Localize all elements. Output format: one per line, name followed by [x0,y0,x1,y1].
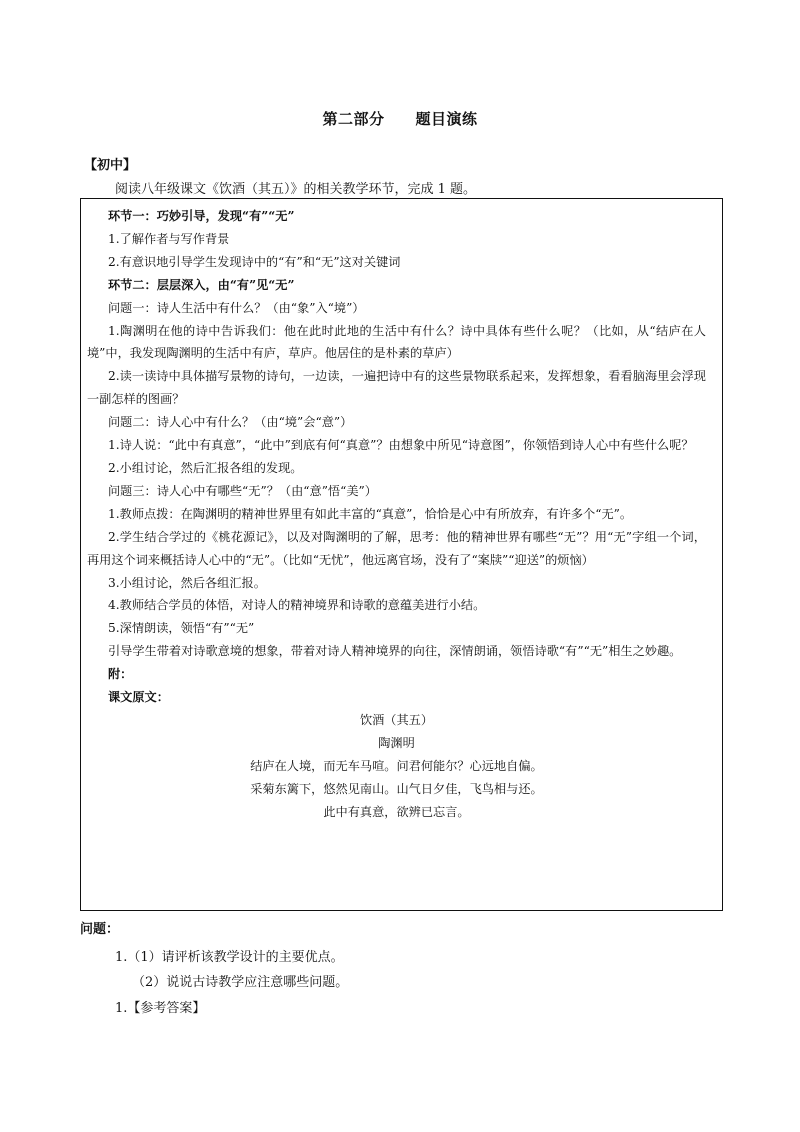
lesson-line: 1.陶渊明在他的诗中告诉我们：他在此时此地的生活中有什么？诗中具体有些什么呢？（比如，从“结庐在人境”中，我发现陶渊明的生活中有庐，草庐。他居住的是朴素的草庐） [87,323,706,361]
lesson-line: 1.教师点拨：在陶渊明的精神世界里有如此丰富的“真意”，恰恰是心中有所放弃，有许多个“无”。 [108,506,633,521]
section-label: 【初中】 [84,158,137,173]
lesson-box [80,198,723,911]
poem-title: 饮酒（其五） [359,712,434,727]
lesson-line: 问题一：诗人生活中有什么？（由“象”入“境”） [108,300,365,315]
poem-line: 此中有真意，欲辨已忘言。 [323,804,470,819]
lesson-line: 2.读一读诗中具体描写景物的诗句，一边读，一遍把诗中有的这些景物联系起来，发挥想象，看看脑海里会浮现一副怎样的图画？ [87,369,706,407]
lesson-line: 1.诗人说：“此中有真意”，“此中”到底有何“真意”？由想象中所见“诗意图”，你领悟到诗人心中有些什么呢？ [108,438,694,453]
lesson-line: 2.学生结合学过的《桃花源记》，以及对陶渊明的了解，思考：他的精神世界有哪些“无”？用“无”字组一个词，再用这个词来概括诗人心中的“无”。（比如“无忧”，他远离官场，没有了“案牍”“迎送”的烦恼） [87,529,706,567]
lesson-line: 5.深情朗读，领悟“有”“无” [108,621,255,636]
lesson-line: 2.有意识地引导学生发现诗中的“有”和“无”这对关键词 [108,254,401,269]
lesson-line: 2.小组讨论，然后汇报各组的发现。 [108,460,303,475]
lesson-line: 4.教师结合学员的体悟，对诗人的精神境界和诗歌的意蕴美进行小结。 [108,598,486,613]
answer-label: 1.【参考答案】 [115,1001,206,1016]
lesson-line: 课文原文： [108,690,169,705]
question-line: 1.（1）请评析该教学设计的主要优点。 [115,950,344,965]
lesson-line: 环节二：层层深入，由“有”见“无” [108,277,295,292]
lesson-line: 附： [108,667,133,682]
page-title: 第二部分 题目演练 [322,110,478,128]
lesson-content [81,205,722,823]
question-line: （2）说说古诗教学应注意哪些问题。 [132,975,349,990]
lesson-line: 3.小组讨论，然后各组汇报。 [108,575,266,590]
lesson-line: 问题三：诗人心中有哪些“无”？（由“意”悟“美”） [108,483,377,498]
lesson-line: 问题二：诗人心中有什么？（由“境”会“意”） [108,415,353,430]
questions-label: 问题： [80,922,120,937]
intro-text: 阅读八年级课文《饮酒（其五）》的相关教学环节，完成 1 题。 [115,182,477,197]
poem-line: 结庐在人境，而无车马喧。问君何能尔？心远地自偏。 [250,758,543,773]
poem-line: 采菊东篱下，悠然见南山。山气日夕佳，飞鸟相与还。 [250,781,543,796]
poem-author: 陶渊明 [378,735,415,750]
lesson-line: 引导学生带着对诗歌意境的想象，带着对诗人精神境界的向往，深情朗诵，领悟诗歌“有”“无”相生之妙趣。 [108,644,682,659]
lesson-line: 1.了解作者与写作背景 [108,231,230,246]
lesson-line: 环节一：巧妙引导，发现“有”“无” [108,209,295,223]
